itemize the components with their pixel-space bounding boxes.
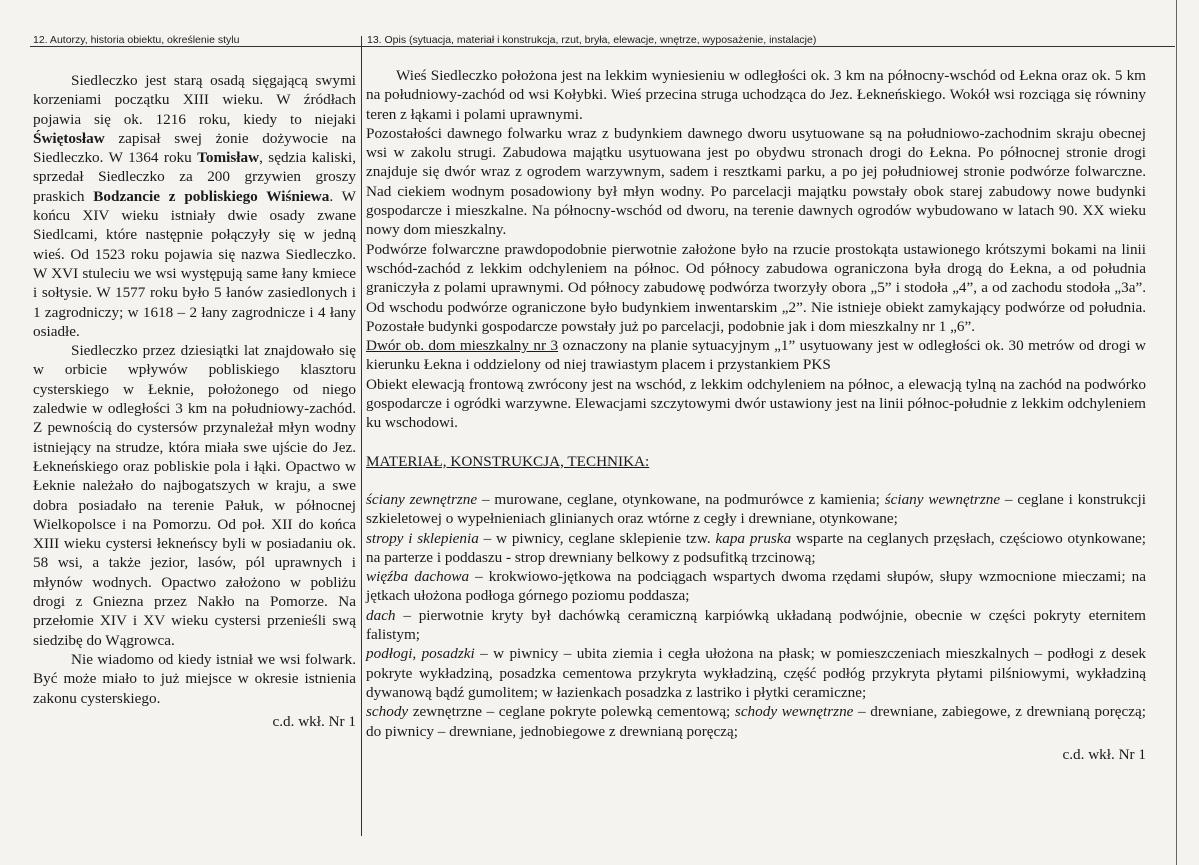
text: – w piwnicy – ubita ziemia i cegła ułożona na płask; w pomieszczeniach mieszkalnych – podłogi z desek pokryte wykładziną, posadzka cementowa przykryta wykładziną, część podłóg przykryta płytami pilśniowymi, wykładziną dywanową bądź gumolitem; w łazienkach posadzka z lastriko i płytki ceramiczne; (366, 645, 1146, 701)
text: . W końcu XIV wieku istniały dwie osady zwane Siedlcami, które następnie połączyły się w jedną wieś. Od 1523 roku pojawia się nazwa Siedleczko. W XVI stuleciu we wsi występują same łany kmiece i sołtysie. W 1577 roku było 5 łanów zasiedlonych i 1 zagrodniczy; w 1618 – 2 łany zagrodnicze i 4 łany osiadłe. (33, 187, 357, 340)
text: , sędzia kaliski, sprzedał Siedleczko za 200 grzywien groszy praskich (33, 149, 356, 205)
header-rule (30, 46, 1175, 47)
term: więźba dachowa (366, 568, 470, 586)
term: dach (366, 606, 396, 624)
history-column (33, 71, 356, 731)
text: – w piwnicy, ceglane sklepienie tzw. (478, 529, 716, 547)
name-tomislaw: Tomisław (197, 149, 260, 167)
name-bodzanta: Bodzancie z pobliskiego Wiśniewa (93, 187, 330, 205)
term: podłogi, posadzki (366, 645, 475, 663)
material-roof (366, 606, 1146, 645)
material-stairs (366, 702, 1146, 741)
description-paragraph-2: Pozostałości dawnego folwarku wraz z budynkiem dawnego dworu usytuowane są na południowo-zachodnim skraju obecnej wsi w zakolu strugi. Zabudowa majątku usytuowana jest po obydwu stronach drogi do Łekna. Po północnej stronie drogi znajduje się dwór wraz z ogrodem warzywnym, sadem i resztkami parku, a po jej południowej stronie podwórze folwarczne. Nad ciekiem wodnym posadowiony był młyn wodny. Po parcelacji majątku powstały obok starej zabudowy nowe budynki gospodarcze i mieszkalne. Na północny-wschód od dworu, na terenie dawnych ogrodów wybudowano w latach 90. XX wieku nowy dom mieszkalny. (366, 124, 1146, 239)
description-paragraph-1: Wieś Siedleczko położona jest na lekkim wyniesieniu w odległości ok. 3 km na północny-wschód od Łekna oraz ok. 5 km na południowy-zachód od wsi Kołybki. Wieś przecina struga uchodząca do Jez. Łekneńskiego. Wokół wsi rozciąga się równiny teren z łąkami i polami uprawnymi. (366, 67, 1146, 123)
material-floors (366, 644, 1146, 702)
material-ceilings (366, 529, 1146, 568)
text: – drewniane, zabiegowe, z drewnianą poręczą; do piwnicy – drewniane, jednobiegowe z drewnianą poręczą; (366, 703, 1146, 740)
text: wsparte na ceglanych przęsłach, częściowo otynkowane; na parterze i poddaszu - strop drewniany belkowy z podsufitką trzcinową; (366, 529, 1147, 566)
text: – murowane, ceglane, otynkowane, na podmurówce z kamienia; (477, 490, 885, 508)
text: zapisał swej żonie dożywocie na Siedleczko. W 1364 roku (33, 129, 356, 167)
text: – ceglane i konstrukcji szkieletowej o wypełnieniach glinianych oraz wtórne z cegły i drewniane, otynkowane; (366, 490, 1146, 528)
history-paragraph-3: Nie wiadomo od kiedy istniał we wsi folwark. Być może miało to już miejsce w okresie istnienia zakonu cysterskiego. (33, 650, 356, 707)
text: – krokwiowo-jętkowa na podciągach wspartych dwoma rzędami słupów, słupy wzmocnione mieczami; na jętkach ułożona podłoga górnego poziomu poddasza; (366, 568, 1147, 605)
continuation-note: c.d. wkł. Nr 1 (272, 712, 356, 730)
term: kapa pruska (715, 529, 792, 547)
continuation-note: c.d. wkł. Nr 1 (1062, 745, 1146, 763)
history-paragraph-1 (33, 71, 356, 341)
column-divider (361, 36, 362, 836)
text: – pierwotnie kryty był dachówką ceramiczną karpiówką układaną podwójnie, obecnie w części pokryty eternitem falistym; (366, 606, 1146, 644)
description-paragraph-4 (366, 336, 1146, 375)
description-paragraph-5: Obiekt elewacją frontową zwrócony jest na wschód, z lekkim odchyleniem na północ, a elewacją tylną na zachód na podwórko gospodarcze i ogródki warzywne. Elewacjami szczytowymi dwór ustawiony jest na linii północ-południe z lekkim odchyleniem ku wschodowi. (366, 375, 1146, 432)
name-swietoslaw: Świętosław (33, 129, 105, 147)
section-header-12: 12. Autorzy, historia obiektu, określenie stylu (33, 34, 240, 46)
term: schody (366, 703, 409, 721)
manor-label: Dwór ob. dom mieszkalny nr 3 (366, 337, 559, 355)
text: oznaczony na planie sytuacyjnym „1” usytuowany jest w odległości ok. 30 metrów od drogi w kierunku Łekna i oddzielony od niej trawiastym placem i przystankiem PKS (366, 337, 1147, 374)
section-title-materials: MATERIAŁ, KONSTRUKCJA, TECHNIKA: (366, 452, 650, 470)
description-paragraph-3: Podwórze folwarczne prawdopodobnie pierwotnie założone było na rzucie prostokąta ustawionego krótszymi bokami na linii wschód-zachód z lekkim odchyleniem na północ. Od północy zabudowa ograniczona była drogą do Łekna, a od południa graniczyła z polami uprawnymi. Od północy zabudowę podwórza tworzyły obora „5” i stodoła „4”, a od zachodu stodoła „3a”. Od wschodu podwórze ograniczone było budynkiem inwentarskim „2”. Nie istnieje obiekt zamykający podwórze od południa. Pozostałe budynki gospodarcze powstały już po parcelacji, podobnie jak i dom mieszkalny nr 1 „6”. (366, 240, 1146, 335)
page-edge (1176, 0, 1177, 865)
text: Siedleczko jest starą osadą sięgającą swymi korzeniami początku XIII wieku. W źródłach pojawia się ok. 1216 roku, kiedy to niejaki (33, 72, 356, 128)
material-walls (366, 490, 1146, 529)
term: ściany wewnętrzne (884, 490, 1001, 508)
description-column (366, 66, 1146, 764)
section-header-13: 13. Opis (sytuacja, materiał i konstrukcja, rzut, bryła, elewacje, wnętrze, wyposażenie, instalacje) (367, 34, 817, 46)
term: stropy i sklepienia (366, 529, 479, 547)
term: ściany zewnętrzne (366, 490, 478, 508)
text: zewnętrzne – ceglane pokryte polewką cementową; (408, 703, 735, 721)
history-paragraph-2: Siedleczko przez dziesiątki lat znajdowało się w orbicie wpływów pobliskiego klasztoru cysterskiego w Łeknie, położonego od niego zaledwie w odległości 3 km na południowy-zachód. Z pewnością do cystersów przynależał młyn wodny istniejący na strudze, która miała swe ujście do Jez. Łekneńskiego oraz pobliskie pola i łąki. Opactwo w Łeknie należało do najbogatszych w kraju, a swe dobra posiadało na terenie Pałuk, w północnej Wielkopolsce i na Pomorzu. Od poł. XII do końca XIII wieku cystersi łekneńscy byli w posiadaniu ok. 58 wsi, a także jezior, lasów, pól uprawnych i młynów wodnych. Opactwo założono w pobliżu drogi z Gniezna przez Nakło na Pomorze. Na przełomie XIV i XV wieku cystersi przenieśli swą siedzibę do Wągrowca. (33, 342, 356, 649)
term: schody wewnętrzne (734, 703, 854, 721)
material-roof-truss (366, 567, 1146, 606)
